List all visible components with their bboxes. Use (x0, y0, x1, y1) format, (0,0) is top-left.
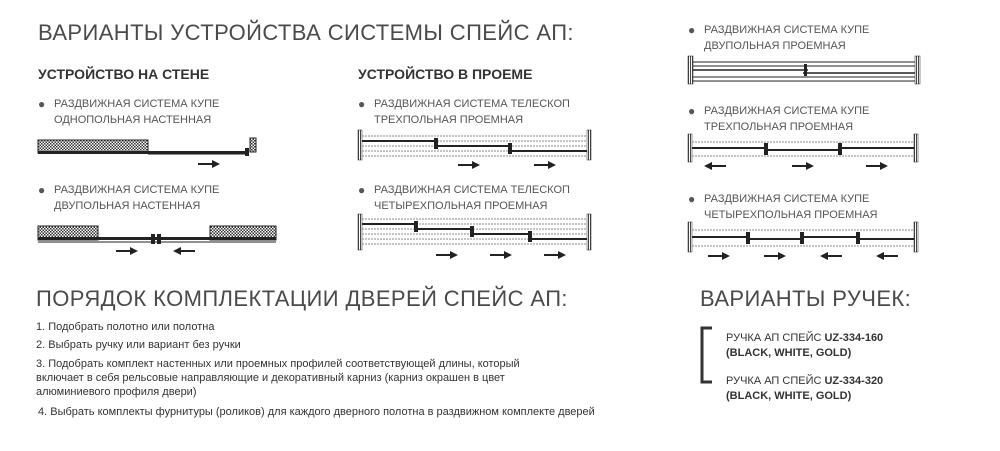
order-step-1: 1. Подобрать полотно или полотна (36, 321, 215, 333)
diagram-wall-double (38, 222, 288, 262)
option-label: РАЗДВИЖНАЯ СИСТЕМА КУПЕ (704, 105, 870, 117)
arrow-right-icon (866, 162, 888, 170)
bullet-icon: ● (358, 97, 366, 111)
wall-option-1 (38, 96, 220, 128)
arrow-right-icon (116, 247, 138, 255)
opening-option-2 (358, 182, 570, 214)
wall-heading: УСТРОЙСТВО НА СТЕНЕ (38, 66, 210, 82)
bullet-icon: ● (688, 23, 696, 37)
opening-heading: УСТРОЙСТВО В ПРОЕМЕ (358, 66, 533, 82)
arrow-left-icon (173, 247, 195, 255)
arrow-right-icon (436, 251, 458, 259)
coupe-option-3 (688, 191, 878, 223)
arrow-right-icon (198, 160, 220, 168)
door-end (245, 148, 249, 156)
option-sublabel: ОДНОПОЛЬНАЯ НАСТЕННАЯ (54, 114, 212, 126)
handle-icon (698, 326, 718, 384)
option-label: РАЗДВИЖНАЯ СИСТЕМА КУПЕ (54, 98, 220, 110)
order-step-3: 3. Подобрать комплект настенных или проемных профилей соответствующей длины, который (36, 358, 520, 370)
coupe-option-2 (688, 103, 870, 135)
order-step-3-cont: включает в себя рельсовые направляющие и декоративный карниз (карниз окрашен в цвет (36, 372, 505, 384)
arrow-right-icon (458, 161, 480, 169)
option-label: РАЗДВИЖНАЯ СИСТЕМА ТЕЛЕСКОП (374, 184, 570, 196)
arrow-right-icon (534, 161, 556, 169)
option-sublabel: ДВУПОЛЬНАЯ ПРОЕМНАЯ (704, 40, 846, 52)
option-sublabel: ДВУПОЛЬНАЯ НАСТЕННАЯ (54, 200, 201, 212)
option-sublabel: ЧЕТЫРЕХПОЛЬНАЯ ПРОЕМНАЯ (374, 200, 548, 212)
bullet-icon: ● (688, 192, 696, 206)
bullet-icon: ● (38, 183, 46, 197)
wall-block (250, 138, 256, 152)
option-sublabel: ТРЕХПОЛЬНАЯ ПРОЕМНАЯ (704, 121, 854, 133)
option-label: РАЗДВИЖНАЯ СИСТЕМА КУПЕ (704, 24, 870, 36)
diagram-coupe-2 (688, 56, 923, 86)
handle-title: РУЧКА АП СПЕЙС UZ-334-320 (726, 375, 884, 387)
diagram-telescope-4 (358, 214, 593, 264)
option-label: РАЗДВИЖНАЯ СИСТЕМА ТЕЛЕСКОП (374, 98, 570, 110)
handle-title: РУЧКА АП СПЕЙС UZ-334-160 (726, 332, 884, 344)
order-step-2: 2. Выбрать ручку или вариант без ручки (36, 339, 241, 351)
option-sublabel: ЧЕТЫРЕХПОЛЬНАЯ ПРОЕМНАЯ (704, 209, 878, 221)
handle-colors: (BLACK, WHITE, GOLD) (726, 347, 852, 359)
coupe-option-1 (688, 22, 870, 54)
handle-item-2 (726, 374, 883, 404)
wall-option-2 (38, 182, 220, 214)
handles-heading: ВАРИАНТЫ РУЧЕК: (700, 286, 912, 311)
order-step-3-cont2: алюминиевого профиля двери) (36, 386, 197, 398)
arrow-right-icon (490, 251, 512, 259)
arrow-right-icon (792, 162, 814, 170)
diagram-telescope-3 (358, 130, 593, 175)
opening-option-1 (358, 96, 570, 128)
diagram-coupe-4 (688, 222, 923, 264)
bullet-icon: ● (38, 97, 46, 111)
bullet-icon: ● (688, 104, 696, 118)
arrow-left-icon (820, 252, 842, 260)
handle-colors: (BLACK, WHITE, GOLD) (726, 390, 852, 402)
option-label: РАЗДВИЖНАЯ СИСТЕМА КУПЕ (54, 184, 220, 196)
arrow-left-icon (704, 162, 726, 170)
arrow-right-icon (544, 251, 566, 259)
arrow-left-icon (876, 252, 898, 260)
diagram-coupe-3 (688, 134, 923, 174)
handle-item-1 (726, 331, 883, 361)
page-title: ВАРИАНТЫ УСТРОЙСТВА СИСТЕМЫ СПЕЙС АП: (38, 20, 574, 45)
order-step-4: 4. Выбрать комплекты фурнитуры (роликов) для каждого дверного полотна в раздвижном комплекте дверей (38, 406, 595, 418)
arrow-right-icon (764, 252, 786, 260)
arrow-right-icon (708, 252, 730, 260)
diagram-wall-single (38, 134, 268, 174)
bullet-icon: ● (358, 183, 366, 197)
option-label: РАЗДВИЖНАЯ СИСТЕМА КУПЕ (704, 193, 870, 205)
order-heading: ПОРЯДОК КОМПЛЕКТАЦИИ ДВЕРЕЙ СПЕЙС АП: (36, 286, 568, 311)
option-sublabel: ТРЕХПОЛЬНАЯ ПРОЕМНАЯ (374, 114, 524, 126)
